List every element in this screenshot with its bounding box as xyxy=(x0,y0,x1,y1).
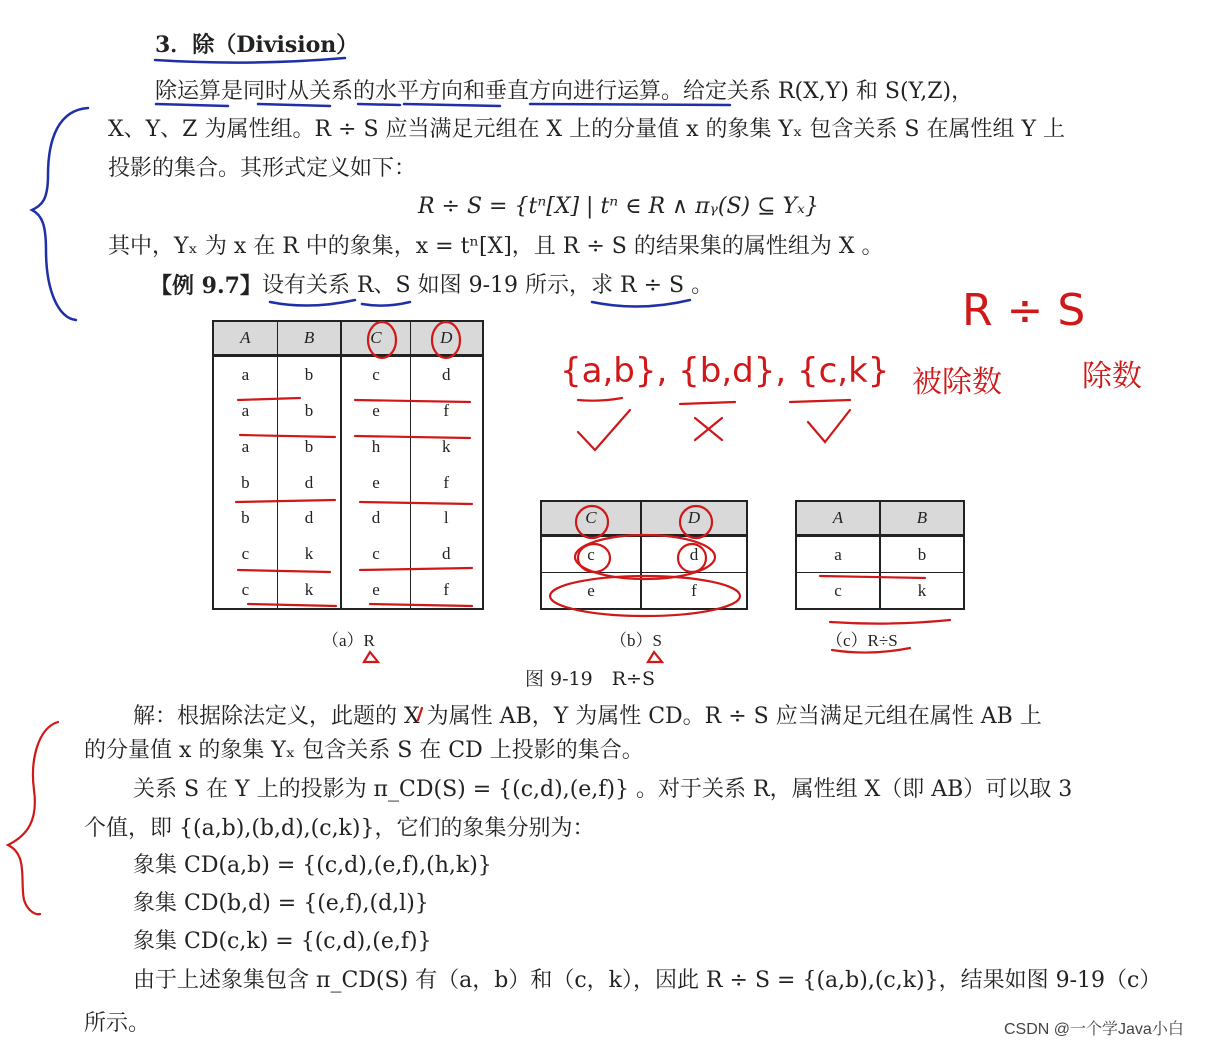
column-header-c: C xyxy=(341,321,410,356)
table-cell: d xyxy=(410,356,483,394)
table-cell: l xyxy=(410,500,483,536)
table-cell: k xyxy=(410,429,483,465)
table-row xyxy=(541,573,747,609)
result-caption: （c）R÷S xyxy=(826,631,898,650)
intro-line-3: 投影的集合。其形式定义如下： xyxy=(108,156,417,181)
table-cell: e xyxy=(341,465,410,501)
table-row xyxy=(213,500,483,536)
column-header-b: B xyxy=(880,501,964,536)
column-header-a: A xyxy=(796,501,880,536)
table-cell: d xyxy=(277,465,341,501)
handwritten-r-div-s: R ÷ S xyxy=(962,285,1086,336)
section-title: 3．除（Division） xyxy=(155,32,359,58)
table-cell: c xyxy=(541,536,641,573)
watermark: CSDN @一个学Java小白 xyxy=(1004,1021,1184,1038)
table-cell: e xyxy=(341,572,410,609)
intro-line-2: X、Y、Z 为属性组。R ÷ S 应当满足元组在 X 上的分量值 x 的象集 Yₓ 包含关系 S 在属性组 Y 上 xyxy=(108,117,1065,142)
relation-r-table xyxy=(212,320,484,610)
table-row xyxy=(213,536,483,572)
table-cell: c xyxy=(241,579,250,599)
figure-caption: 图 9-19 R÷S xyxy=(525,668,655,690)
solution-line-1: 解：根据除法定义，此题的 X 为属性 AB，Y 为属性 CD。R ÷ S 应当满足元组在属性 AB 上 xyxy=(133,704,1042,729)
result-table xyxy=(795,500,965,610)
table-cell: f xyxy=(410,572,483,609)
solution-line-5: 由于上述象集包含 π_CD(S) 有（a，b）和（c，k），因此 R ÷ S = {(a,b),(c,k)}，结果如图 9-19（c） xyxy=(133,968,1162,993)
table-cell: a xyxy=(796,536,880,573)
table-cell: f xyxy=(410,465,483,501)
table-cell: a xyxy=(241,401,250,421)
table-cell: f xyxy=(641,573,747,609)
table-cell: k xyxy=(277,536,341,572)
relation-s-table xyxy=(540,500,748,610)
table-cell: e xyxy=(541,573,641,609)
column-header-a: A xyxy=(213,321,277,356)
table-cell: a xyxy=(241,437,250,456)
column-header-d: D xyxy=(641,501,747,536)
table-row xyxy=(213,394,483,430)
table-cell: b xyxy=(241,508,250,528)
table-cell: b xyxy=(277,394,341,430)
table-cell: a xyxy=(241,365,250,385)
handwritten-dividend: 被除数 xyxy=(912,365,1002,400)
table-row xyxy=(796,573,964,609)
image-set-ck: 象集 CD(c,k) = {(c,d),(e,f)} xyxy=(133,929,432,954)
table-cell: b xyxy=(277,429,341,465)
example-text: 设有关系 R、S 如图 9-19 所示，求 R ÷ S 。 xyxy=(262,273,714,298)
relation-s-caption: （b）S xyxy=(610,631,662,650)
table-cell: c xyxy=(241,543,250,563)
image-set-bd: 象集 CD(b,d) = {(e,f),(d,l)} xyxy=(133,891,429,916)
table-cell: e xyxy=(341,394,410,430)
solution-line-3: 关系 S 在 Y 上的投影为 π_CD(S) = {(c,d),(e,f)} 。对于关系 R，属性组 X（即 AB）可以取 3 xyxy=(133,777,1073,802)
intro-line-4: 其中，Yₓ 为 x 在 R 中的象集，x = tⁿ[X]，且 R ÷ S 的结果集的属性组为 X 。 xyxy=(108,234,884,259)
table-row xyxy=(213,429,483,465)
table-cell: b xyxy=(880,536,964,573)
table-cell: c xyxy=(341,536,410,572)
table-cell: k xyxy=(880,573,964,609)
table-cell: d xyxy=(277,500,341,536)
relation-r-caption: （a）R xyxy=(322,631,375,650)
table-cell: c xyxy=(341,356,410,394)
table-cell: b xyxy=(277,356,341,394)
solution-line-4: 个值，即 {(a,b),(b,d),(c,k)}，它们的象集分别为： xyxy=(84,816,595,841)
table-row xyxy=(541,536,747,573)
table-cell: b xyxy=(241,472,250,492)
formal-definition-formula: R ÷ S = {tⁿ[X] | tⁿ ∈ R ∧ πᵧ(S) ⊆ Yₓ} xyxy=(418,194,819,219)
table-cell: h xyxy=(341,429,410,465)
solution-line-6: 所示。 xyxy=(84,1011,151,1036)
table-cell: f xyxy=(410,394,483,430)
table-cell: d xyxy=(641,536,747,573)
intro-line-1: 除运算是同时从关系的水平方向和垂直方向进行运算。给定关系 R(X,Y) 和 S(Y,Z)， xyxy=(155,79,974,104)
table-row xyxy=(796,536,964,573)
solution-line-2: 的分量值 x 的象集 Yₓ 包含关系 S 在 CD 上投影的集合。 xyxy=(84,738,644,763)
example-label: 【例 9.7】 xyxy=(150,273,262,299)
table-row xyxy=(213,465,483,501)
image-set-ab: 象集 CD(a,b) = {(c,d),(e,f),(h,k)} xyxy=(133,853,492,878)
table-cell: k xyxy=(277,572,341,609)
handwritten-sets: {a,b}, {b,d}, {c,k} xyxy=(560,351,890,391)
column-header-b: B xyxy=(277,321,341,356)
table-cell: d xyxy=(410,536,483,572)
column-header-d: D xyxy=(410,321,483,356)
handwritten-divisor: 除数 xyxy=(1082,359,1142,394)
table-row xyxy=(213,356,483,394)
table-cell: d xyxy=(341,500,410,536)
column-header-c: C xyxy=(541,501,641,536)
table-row xyxy=(213,572,483,609)
table-cell: c xyxy=(796,573,880,609)
